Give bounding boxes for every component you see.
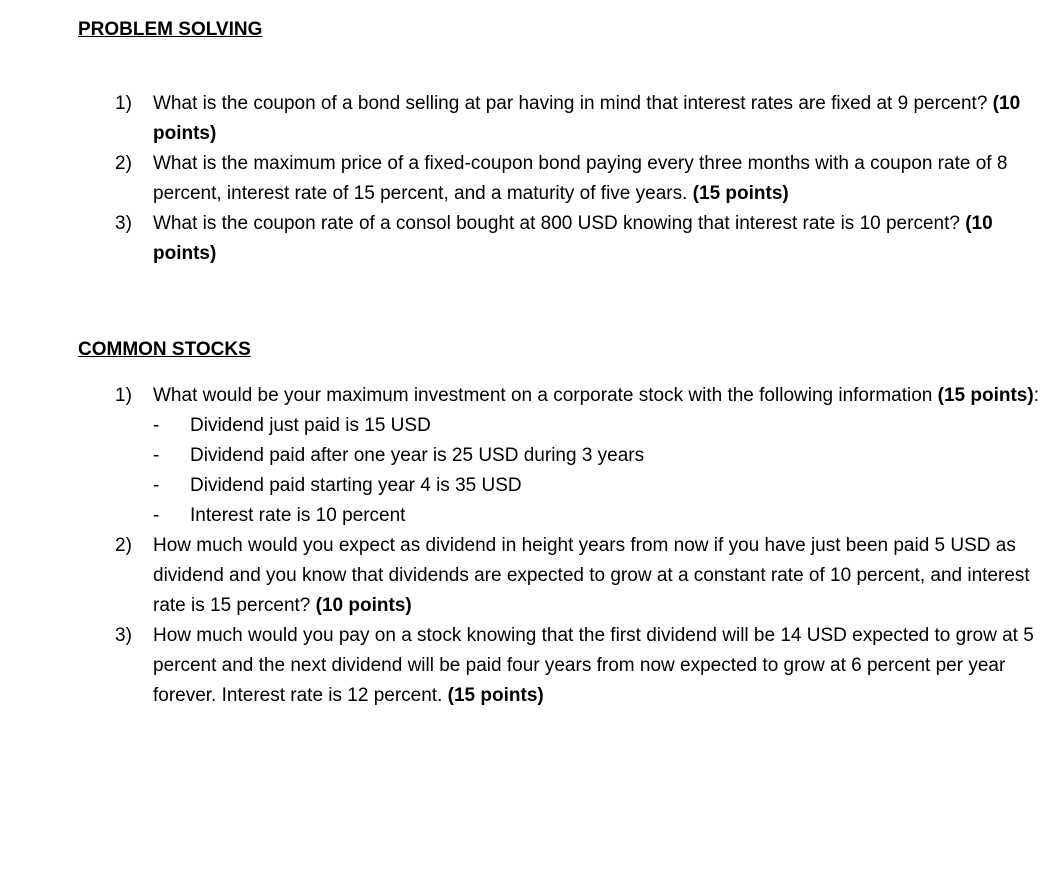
- problem-solving-question-list: [0, 89, 1056, 269]
- question-points: (10 points): [315, 595, 412, 616]
- question-number: 2): [115, 535, 132, 556]
- bullet-text: Dividend paid after one year is 25 USD during 3 years: [190, 445, 645, 466]
- bullet-dash: -: [153, 445, 160, 466]
- bullet-text: Dividend just paid is 15 USD: [190, 415, 431, 436]
- question-item: [0, 381, 1056, 531]
- bullet-dash: -: [153, 505, 160, 526]
- question-text: How much would you pay on a stock knowing that the first dividend will be 14 USD expected to grow at 5 percent and the next dividend will be paid four years from now expected to grow at 6 percent per year forever. Interest rate is 12 percent.: [153, 625, 1034, 706]
- bullet-dash: -: [153, 475, 160, 496]
- question-item: [0, 209, 1056, 269]
- question-item: [0, 149, 1056, 209]
- question-text: What is the maximum price of a fixed-coupon bond paying every three months with a coupon rate of 8 percent, interest rate of 15 percent, and a maturity of five years.: [153, 153, 1008, 204]
- question-number: 1): [115, 93, 132, 114]
- question-number: 1): [115, 385, 132, 406]
- question-text: How much would you expect as dividend in height years from now if you have just been paid 5 USD as dividend and you know that dividends are expected to grow at a constant rate of 10 percent, and interest rate is 15 percent?: [153, 535, 1030, 616]
- bullet-dash: -: [153, 415, 160, 436]
- bullet-text: Interest rate is 10 percent: [190, 505, 406, 526]
- info-bullet-item: [153, 501, 1050, 531]
- question-points: (15 points): [692, 183, 789, 204]
- question-points: (15 points): [447, 685, 544, 706]
- info-bullet-item: [153, 441, 1050, 471]
- info-bullet-list: [153, 411, 1050, 531]
- question-item: [0, 531, 1056, 621]
- info-bullet-item: [153, 471, 1050, 501]
- question-text: What would be your maximum investment on a corporate stock with the following information: [153, 385, 938, 406]
- question-item: [0, 621, 1056, 711]
- question-number: 3): [115, 213, 132, 234]
- question-number: 3): [115, 625, 132, 646]
- question-text: What is the coupon rate of a consol bought at 800 USD knowing that interest rate is 10 percent?: [153, 213, 966, 234]
- bullet-text: Dividend paid starting year 4 is 35 USD: [190, 475, 522, 496]
- section-heading-common-stocks: COMMON STOCKS: [78, 339, 251, 360]
- question-text: What is the coupon of a bond selling at par having in mind that interest rates are fixed at 9 percent?: [153, 93, 993, 114]
- info-bullet-item: [153, 411, 1050, 441]
- question-number: 2): [115, 153, 132, 174]
- question-item: [0, 89, 1056, 149]
- section-heading-problem-solving: PROBLEM SOLVING: [78, 19, 263, 40]
- question-points: (10 points): [153, 213, 993, 264]
- question-suffix: :: [1033, 385, 1039, 406]
- common-stocks-question-list: [0, 381, 1056, 711]
- question-points: (10 points): [153, 93, 1021, 144]
- question-points: (15 points): [937, 385, 1034, 406]
